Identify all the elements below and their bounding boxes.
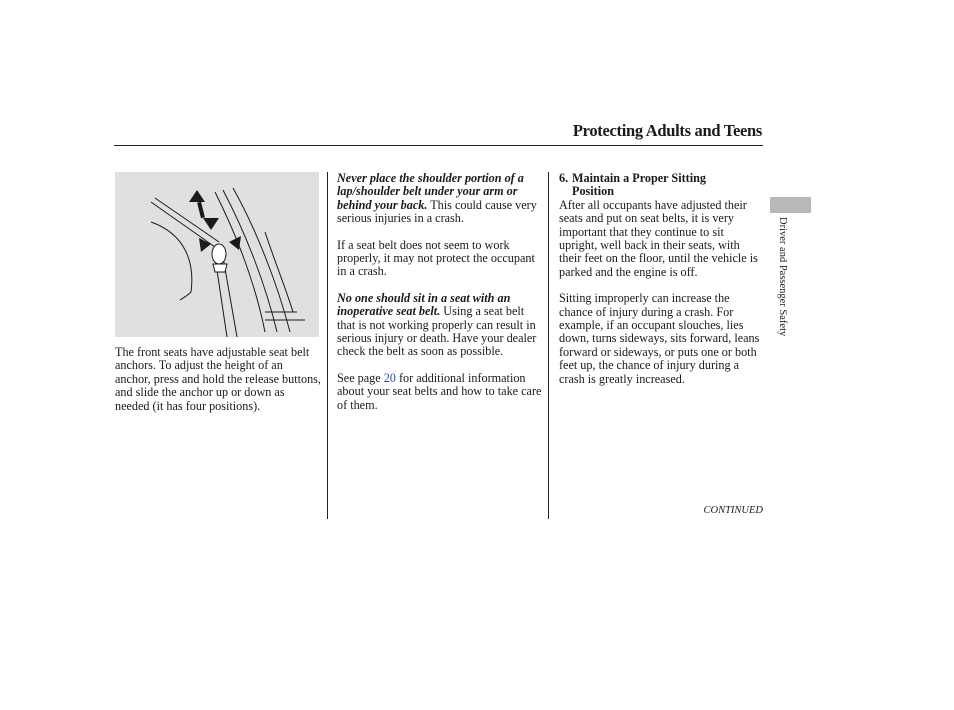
section-side-label: Driver and Passenger Safety [777, 217, 788, 337]
sitting-upright-paragraph: After all occupants have adjusted their seats and put on seat belts, it is very important that they continue to sit upright, well back in their seats, with their feet on the floor, until the vehicle is parked and the engine is off. [559, 197, 758, 279]
warning-text: This could cause very serious injuries in a crash. [337, 197, 537, 226]
heading-line-2: Position [572, 184, 614, 199]
see-page-text: See page [337, 370, 384, 385]
column-1 [115, 346, 321, 413]
column-divider-2 [548, 172, 549, 519]
belt-not-working-paragraph: If a seat belt does not seem to work properly, it may not protect the occupant in a crash. [337, 237, 535, 279]
seat-belt-anchor-illustration [115, 172, 319, 337]
column-divider-1 [327, 172, 328, 519]
section-tab [770, 197, 811, 213]
warning-emphasis: Never place the shoulder portion of a lap/shoulder belt under your arm or behind your back. [337, 171, 524, 212]
column-3 [559, 172, 763, 386]
see-page-paragraph [337, 372, 543, 412]
heading-number: 6. [559, 171, 569, 185]
warning-text: Using a seat belt that is not working properly can result in serious injury or death. Have your dealer check the belt as soon as possible. [337, 304, 537, 359]
page-title: Protecting Adults and Teens [572, 121, 762, 140]
heading-line-1: Maintain a Proper Sitting [572, 171, 706, 185]
sitting-improperly-paragraph: Sitting improperly can increase the chance of injury during a crash. For example, if an occupant slouches, lies down, turns sideways, sits forward, leans forward or sideways, or puts one or both feet up, the chance of injury during a crash is greatly increased. [559, 291, 760, 386]
seat-belt-anchor-icon [115, 172, 319, 337]
shoulder-belt-warning [337, 172, 543, 226]
section-heading [559, 172, 763, 199]
see-page-text-tail: for additional information about your seat belts and how to take care of them. [337, 370, 542, 412]
warning-emphasis: No one should sit in a seat with an inoperative seat belt. [337, 290, 511, 319]
inoperative-belt-warning [337, 292, 543, 359]
continued-label: CONTINUED [703, 505, 763, 516]
page-20-link[interactable]: 20 [383, 370, 396, 385]
column-2 [337, 172, 543, 412]
anchor-adjust-paragraph: The front seats have adjustable seat belt anchors. To adjust the height of an anchor, press and hold the release buttons, and slide the anchor up or down as needed (it has four positions). [115, 345, 321, 413]
header-rule [114, 145, 763, 146]
